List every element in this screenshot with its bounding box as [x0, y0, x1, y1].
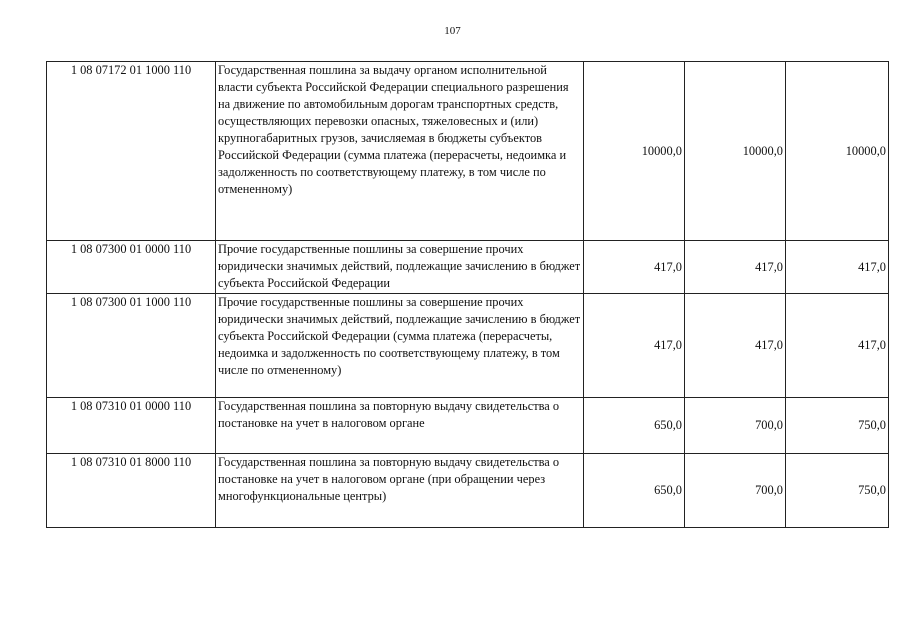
- amount-cell-year-2: 417,0: [685, 294, 786, 398]
- amount-cell-year-2: 10000,0: [685, 62, 786, 241]
- amount-cell-year-3: 750,0: [786, 454, 889, 528]
- amount-cell-year-2: 417,0: [685, 241, 786, 294]
- budget-code-cell: 1 08 07310 01 0000 110: [47, 398, 216, 454]
- amount-cell-year-1: 417,0: [584, 241, 685, 294]
- budget-code-cell: 1 08 07310 01 8000 110: [47, 454, 216, 528]
- amount-cell-year-1: 10000,0: [584, 62, 685, 241]
- description-cell: Государственная пошлина за повторную выдачу свидетельства о постановке на учет в налоговом органе (при обращении через многофункциональные центры): [216, 454, 584, 528]
- description-cell: Государственная пошлина за выдачу органом исполнительной власти субъекта Российской Федерации специального разрешения на движение по автомобильным дорогам транспортных средств, осуществляющих перевозки опасных, тяжеловесных и (или) крупногабаритных грузов, зачисляемая в бюджеты субъектов Российской Федерации (сумма платежа (перерасчеты, недоимка и задолженность по соответствующему платежу, в том числе по отмененному): [216, 62, 584, 241]
- description-cell: Прочие государственные пошлины за совершение прочих юридически значимых действий, подлежащие зачислению в бюджет субъекта Российской Федерации: [216, 241, 584, 294]
- budget-code-cell: 1 08 07300 01 1000 110: [47, 294, 216, 398]
- amount-cell-year-3: 417,0: [786, 294, 889, 398]
- table-row: [47, 454, 889, 528]
- amount-cell-year-1: 417,0: [584, 294, 685, 398]
- description-cell: Прочие государственные пошлины за совершение прочих юридически значимых действий, подлежащие зачислению в бюджет субъекта Российской Федерации (сумма платежа (перерасчеты, недоимка и задолженность по соответствующему платежу, в том числе по отмененному): [216, 294, 584, 398]
- budget-revenue-table: [46, 61, 889, 528]
- amount-cell-year-2: 700,0: [685, 398, 786, 454]
- table-row: [47, 241, 889, 294]
- amount-cell-year-2: 700,0: [685, 454, 786, 528]
- amount-cell-year-3: 750,0: [786, 398, 889, 454]
- budget-code-cell: 1 08 07172 01 1000 110: [47, 62, 216, 241]
- table-row: [47, 294, 889, 398]
- amount-cell-year-1: 650,0: [584, 454, 685, 528]
- amount-cell-year-3: 417,0: [786, 241, 889, 294]
- table-row: [47, 62, 889, 241]
- budget-code-cell: 1 08 07300 01 0000 110: [47, 241, 216, 294]
- page-number: 107: [444, 25, 461, 37]
- amount-cell-year-3: 10000,0: [786, 62, 889, 241]
- amount-cell-year-1: 650,0: [584, 398, 685, 454]
- table-row: [47, 398, 889, 454]
- description-cell: Государственная пошлина за повторную выдачу свидетельства о постановке на учет в налоговом органе: [216, 398, 584, 454]
